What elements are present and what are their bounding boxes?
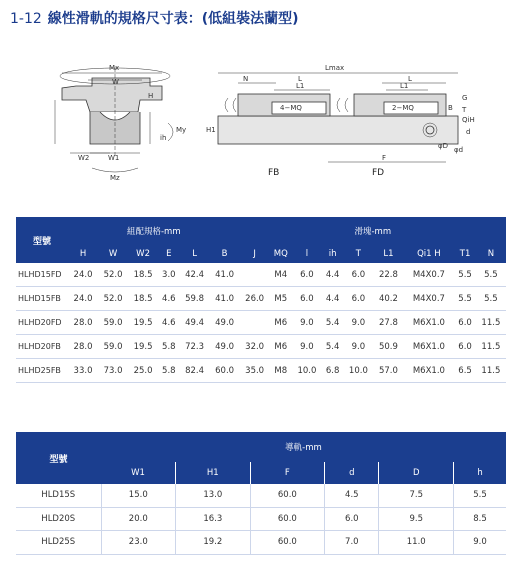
value-cell: 41.0 — [210, 287, 240, 311]
page-title — [10, 8, 299, 28]
table-row — [16, 311, 506, 335]
value-cell: 19.5 — [128, 311, 158, 335]
label-g: G — [462, 94, 468, 102]
value-cell: 5.5 — [454, 484, 506, 507]
value-cell — [240, 263, 270, 287]
value-cell: 49.4 — [180, 311, 210, 335]
value-cell: 6.0 — [343, 287, 373, 311]
column-header: E — [158, 245, 179, 263]
value-cell: 19.2 — [176, 531, 251, 555]
value-cell: 11.0 — [379, 531, 454, 555]
value-cell: 40.2 — [373, 287, 403, 311]
value-cell: M8 — [270, 359, 292, 383]
label-h1: H1 — [206, 126, 216, 134]
label-w2: W2 — [78, 154, 90, 162]
value-cell: 35.0 — [240, 359, 270, 383]
label-l1-2: L1 — [400, 82, 409, 90]
column-header: H1 — [176, 462, 251, 484]
label-l1: L1 — [296, 82, 305, 90]
model-cell: HLD20S — [16, 507, 101, 531]
table-row — [16, 359, 506, 383]
value-cell: 27.8 — [373, 311, 403, 335]
table-row — [16, 335, 506, 359]
column-header: l — [292, 245, 322, 263]
model-header-2: 型號 — [16, 432, 101, 484]
value-cell: 5.8 — [158, 335, 179, 359]
value-cell: 5.8 — [158, 359, 179, 383]
value-cell: 15.0 — [101, 484, 176, 507]
value-cell: 60.0 — [250, 507, 325, 531]
model-cell: HLHD20FB — [16, 335, 68, 359]
value-cell: 6.0 — [325, 507, 379, 531]
value-cell: 57.0 — [373, 359, 403, 383]
column-header: L — [180, 245, 210, 263]
title-text: 線性滑軌的規格尺寸表：(低組裝法蘭型) — [47, 11, 299, 27]
value-cell: 59.0 — [98, 335, 128, 359]
column-header: MQ — [270, 245, 292, 263]
value-cell: M4X0.7 — [403, 263, 454, 287]
value-cell: 5.4 — [322, 335, 343, 359]
value-cell: 5.4 — [322, 311, 343, 335]
value-cell: 9.0 — [343, 335, 373, 359]
label-qih: QiH — [462, 116, 475, 124]
model-cell: HLHD15FD — [16, 263, 68, 287]
model-cell: HLD25S — [16, 531, 101, 555]
label-2mq: 2−MQ — [392, 104, 414, 112]
column-header: T1 — [454, 245, 475, 263]
value-cell: 5.5 — [454, 263, 475, 287]
value-cell: 60.0 — [250, 531, 325, 555]
label-mx: Mx — [109, 64, 120, 72]
value-cell: 4.4 — [322, 263, 343, 287]
column-header: N — [476, 245, 506, 263]
value-cell: 4.6 — [158, 311, 179, 335]
value-cell: 33.0 — [68, 359, 98, 383]
label-ih: ih — [160, 134, 167, 142]
value-cell: 32.0 — [240, 335, 270, 359]
value-cell: 24.0 — [68, 287, 98, 311]
value-cell: 13.0 — [176, 484, 251, 507]
table-row — [16, 263, 506, 287]
value-cell: 18.5 — [128, 287, 158, 311]
value-cell: 50.9 — [373, 335, 403, 359]
column-header: W — [98, 245, 128, 263]
value-cell: 52.0 — [98, 263, 128, 287]
value-cell: 5.5 — [476, 287, 506, 311]
value-cell: M4 — [270, 263, 292, 287]
rail-header: 導軌-mm — [101, 432, 506, 462]
column-header: ih — [322, 245, 343, 263]
value-cell: 60.0 — [250, 484, 325, 507]
value-cell: M6X1.0 — [403, 335, 454, 359]
value-cell: 10.0 — [343, 359, 373, 383]
caption-fd: FD — [372, 168, 385, 178]
value-cell: 9.0 — [292, 311, 322, 335]
caption-fb: FB — [268, 168, 280, 178]
value-cell: 6.5 — [454, 359, 475, 383]
value-cell: 11.5 — [476, 335, 506, 359]
column-header: h — [454, 462, 506, 484]
value-cell: 6.0 — [292, 287, 322, 311]
title-number: 1-12 — [10, 11, 42, 27]
column-header: T — [343, 245, 373, 263]
label-n: N — [243, 75, 249, 83]
label-mz: Mz — [110, 174, 120, 182]
column-header: D — [379, 462, 454, 484]
value-cell: 6.0 — [454, 311, 475, 335]
table-row — [16, 484, 506, 507]
label-h-small: d — [466, 128, 471, 136]
value-cell: 22.8 — [373, 263, 403, 287]
value-cell: 9.0 — [343, 311, 373, 335]
column-header: H — [68, 245, 98, 263]
label-w1: W1 — [108, 154, 120, 162]
value-cell: 3.0 — [158, 263, 179, 287]
value-cell: 9.5 — [379, 507, 454, 531]
value-cell: 6.8 — [322, 359, 343, 383]
column-header: d — [325, 462, 379, 484]
rail-side — [218, 116, 458, 144]
label-lmax: Lmax — [325, 64, 345, 72]
label-phid-big: φD — [438, 142, 449, 150]
value-cell: 60.0 — [210, 359, 240, 383]
table-row — [16, 287, 506, 311]
column-header: F — [250, 462, 325, 484]
model-cell: HLHD15FB — [16, 287, 68, 311]
label-my: My — [176, 126, 187, 134]
column-header: W2 — [128, 245, 158, 263]
model-cell: HLD15S — [16, 484, 101, 507]
value-cell: 6.0 — [454, 335, 475, 359]
model-cell: HLHD20FD — [16, 311, 68, 335]
value-cell: 7.0 — [325, 531, 379, 555]
value-cell — [240, 311, 270, 335]
value-cell: 9.0 — [292, 335, 322, 359]
value-cell: 28.0 — [68, 335, 98, 359]
value-cell: 4.6 — [158, 287, 179, 311]
label-h: H — [148, 92, 154, 100]
value-cell: 49.0 — [210, 311, 240, 335]
column-header: B — [210, 245, 240, 263]
value-cell: 5.5 — [454, 287, 475, 311]
value-cell: M6 — [270, 335, 292, 359]
column-header: J — [240, 245, 270, 263]
label-4mq: 4−MQ — [280, 104, 302, 112]
column-header: L1 — [373, 245, 403, 263]
table-row — [16, 507, 506, 531]
value-cell: 59.0 — [98, 311, 128, 335]
value-cell: M6X1.0 — [403, 359, 454, 383]
label-w: W — [112, 78, 119, 86]
value-cell: 10.0 — [292, 359, 322, 383]
value-cell: 6.0 — [343, 263, 373, 287]
label-f: F — [382, 154, 387, 162]
column-header: Qi1 H — [403, 245, 454, 263]
slider-header: 滑塊-mm — [240, 217, 506, 245]
value-cell: 19.5 — [128, 335, 158, 359]
label-t: T — [462, 106, 467, 114]
value-cell: 23.0 — [101, 531, 176, 555]
label-l: L — [298, 75, 302, 83]
value-cell: 16.3 — [176, 507, 251, 531]
value-cell: 4.5 — [325, 484, 379, 507]
value-cell: 26.0 — [240, 287, 270, 311]
value-cell: 6.0 — [292, 263, 322, 287]
value-cell: 28.0 — [68, 311, 98, 335]
value-cell: 82.4 — [180, 359, 210, 383]
value-cell: M4X0.7 — [403, 287, 454, 311]
technical-drawing — [0, 28, 521, 188]
model-cell: HLHD25FB — [16, 359, 68, 383]
model-header: 型號 — [16, 217, 68, 263]
value-cell: M6 — [270, 311, 292, 335]
label-b: B — [448, 104, 453, 112]
value-cell: 11.5 — [476, 359, 506, 383]
value-cell: 41.0 — [210, 263, 240, 287]
value-cell: 25.0 — [128, 359, 158, 383]
column-header: W1 — [101, 462, 176, 484]
value-cell: 7.5 — [379, 484, 454, 507]
value-cell: 5.5 — [476, 263, 506, 287]
label-phid: φd — [454, 146, 464, 154]
value-cell: 8.5 — [454, 507, 506, 531]
value-cell: 59.8 — [180, 287, 210, 311]
value-cell: M6X1.0 — [403, 311, 454, 335]
value-cell: 4.4 — [322, 287, 343, 311]
value-cell: 11.5 — [476, 311, 506, 335]
value-cell: 73.0 — [98, 359, 128, 383]
table-row — [16, 531, 506, 555]
slider-spec-table — [16, 217, 506, 383]
value-cell: 42.4 — [180, 263, 210, 287]
rail-spec-table — [16, 432, 506, 555]
value-cell: 24.0 — [68, 263, 98, 287]
assembly-spec-header: 組配規格-mm — [68, 217, 240, 245]
value-cell: 9.0 — [454, 531, 506, 555]
value-cell: 18.5 — [128, 263, 158, 287]
value-cell: M5 — [270, 287, 292, 311]
value-cell: 72.3 — [180, 335, 210, 359]
value-cell: 49.0 — [210, 335, 240, 359]
value-cell: 20.0 — [101, 507, 176, 531]
label-l-2: L — [408, 75, 412, 83]
value-cell: 52.0 — [98, 287, 128, 311]
